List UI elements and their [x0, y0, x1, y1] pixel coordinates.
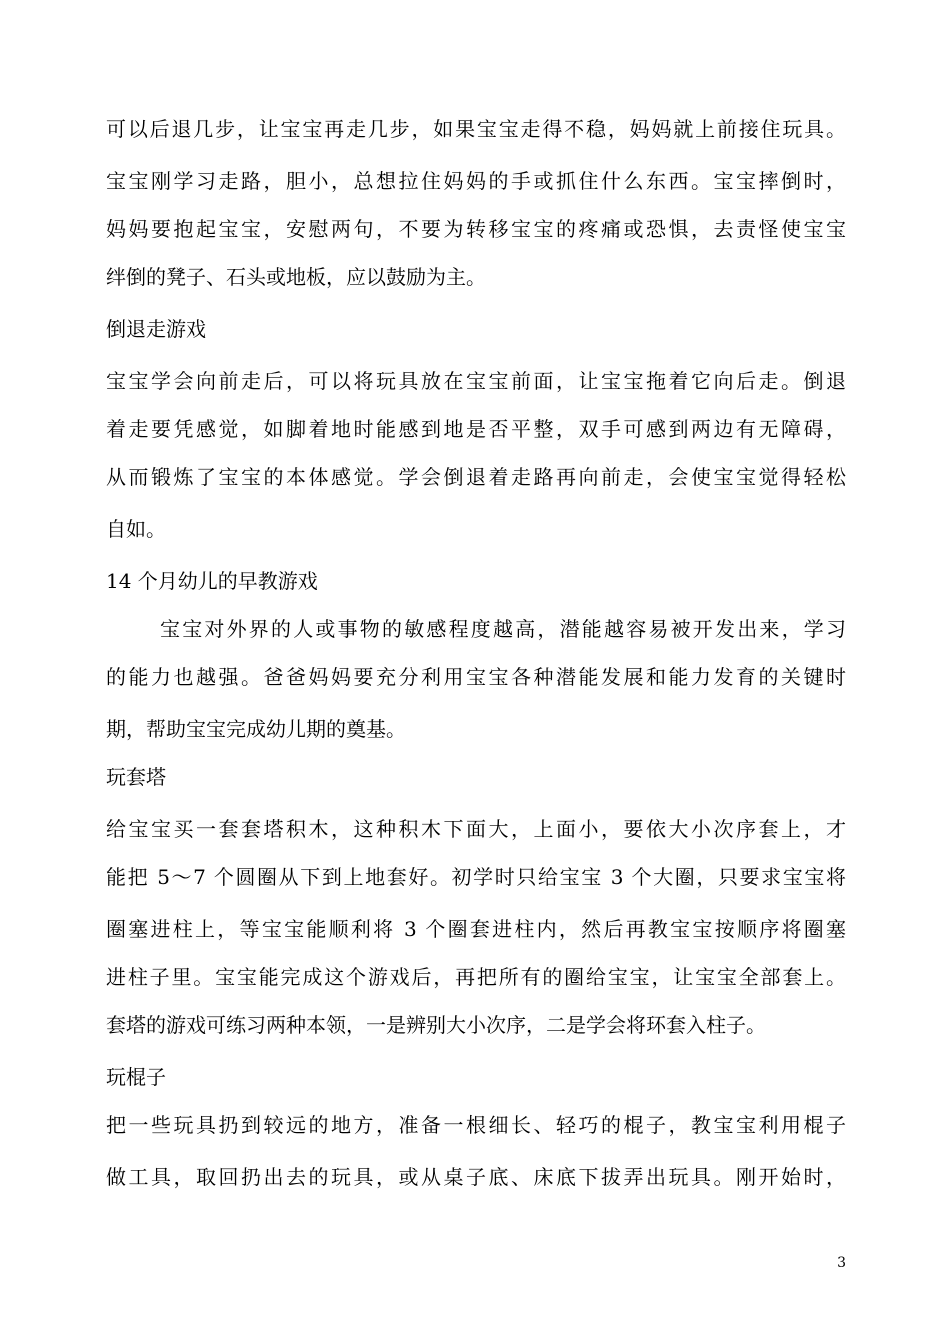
section-heading: 14 个月幼儿的早教游戏	[106, 569, 318, 593]
section-heading: 倒退走游戏	[106, 317, 206, 341]
paragraph-line: 做工具，取回扔出去的玩具，或从桌子底、床底下拔弄出玩具。刚开始时，	[106, 1165, 846, 1189]
paragraph-line: 自如。	[106, 517, 166, 541]
paragraph-line: 宝宝刚学习走路，胆小，总想拉住妈妈的手或抓住什么东西。宝宝摔倒时，	[106, 169, 846, 193]
paragraph-line: 把一些玩具扔到较远的地方，准备一根细长、轻巧的棍子，教宝宝利用棍子	[106, 1113, 846, 1137]
paragraph-line: 给宝宝买一套套塔积木，这种积木下面大，上面小，要依大小次序套上，才	[106, 817, 846, 841]
paragraph-line: 从而锻炼了宝宝的本体感觉。学会倒退着走路再向前走，会使宝宝觉得轻松	[106, 465, 846, 489]
paragraph-line: 宝宝学会向前走后，可以将玩具放在宝宝前面，让宝宝拖着它向后走。倒退	[106, 369, 846, 393]
page-number: 3	[837, 1255, 846, 1271]
paragraph-line: 套塔的游戏可练习两种本领，一是辨别大小次序，二是学会将环套入柱子。	[106, 1013, 766, 1037]
paragraph-line: 着走要凭感觉，如脚着地时能感到地是否平整，双手可感到两边有无障碍，	[106, 417, 846, 441]
section-heading: 玩棍子	[106, 1065, 166, 1089]
paragraph-line: 的能力也越强。爸爸妈妈要充分利用宝宝各种潜能发展和能力发育的关键时	[106, 665, 846, 689]
paragraph-line: 进柱子里。宝宝能完成这个游戏后，再把所有的圈给宝宝，让宝宝全部套上。	[106, 965, 846, 989]
paragraph-line: 期，帮助宝宝完成幼儿期的奠基。	[106, 717, 406, 741]
paragraph-line: 可以后退几步，让宝宝再走几步，如果宝宝走得不稳，妈妈就上前接住玩具。	[106, 117, 846, 141]
section-heading: 玩套塔	[106, 765, 166, 789]
paragraph-line: 妈妈要抱起宝宝，安慰两句，不要为转移宝宝的疼痛或恐惧，去责怪使宝宝	[106, 217, 846, 241]
paragraph-line: 绊倒的凳子、石头或地板，应以鼓励为主。	[106, 265, 486, 289]
paragraph-line: 宝宝对外界的人或事物的敏感程度越高，潜能越容易被开发出来，学习	[160, 617, 846, 641]
paragraph-line: 能把 5～7 个圆圈从下到上地套好。初学时只给宝宝 3 个大圈，只要求宝宝将	[106, 865, 846, 889]
paragraph-line: 圈塞进柱上，等宝宝能顺利将 3 个圈套进柱内，然后再教宝宝按顺序将圈塞	[106, 917, 846, 941]
